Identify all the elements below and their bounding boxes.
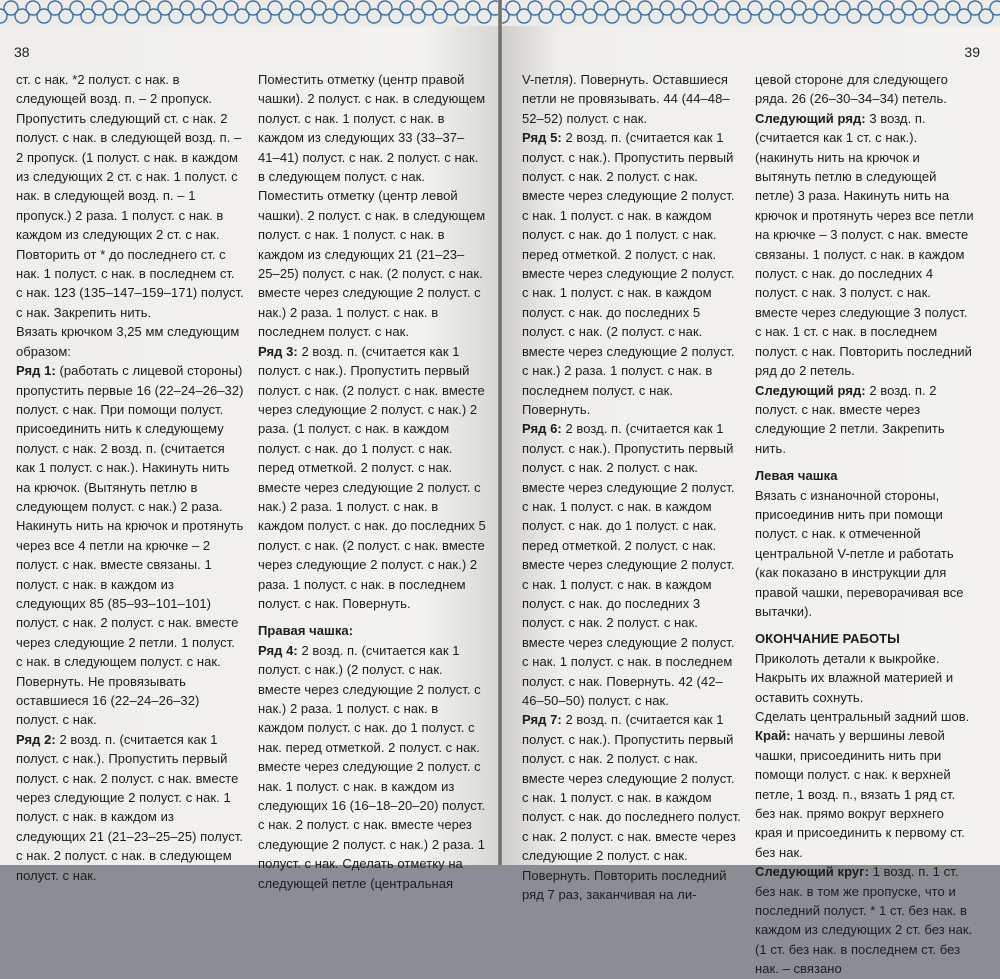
paragraph	[258, 342, 486, 614]
paragraph-text: Приколоть детали к выкройке. Накрыть их влажной материей и оставить сохнуть.	[755, 650, 954, 705]
paragraph-text: Вязать крючком 3,25 мм следующим образом:	[16, 324, 240, 359]
paragraph	[755, 649, 974, 707]
text-column	[522, 70, 741, 903]
page-number: 39	[964, 44, 980, 60]
paragraph	[16, 70, 244, 322]
row-label: Ряд 7:	[522, 712, 562, 728]
paragraph-text: 2 возд. п. (считается как 1 полуст. с нак.). Пропустить первый полуст. с нак. 2 полуст. с нак. вместе через следующие 2 полуст. с нак. 1 полуст. с нак. в каждом полуст. с нак. до последнего полуст. с нак. 2 полуст. с нак. вместе через следующие 2 полуст. с нак. Повернуть. Повторить последний ряд 7 раз, заканчивая на ли-	[522, 712, 741, 903]
section-heading: ОКОНЧАНИЕ РАБОТЫ	[755, 631, 900, 647]
left-page	[0, 0, 498, 891]
paragraph	[258, 70, 486, 342]
paragraph	[522, 419, 741, 710]
paragraph	[16, 730, 244, 885]
paragraph-text: 3 возд. п. (считается как 1 ст. с нак.). (накинуть нить на крючок и вытянуть петлю в следующей петле) 3 раза. Накинуть нить на крючок и протянуть через все петли на крючке – 3 полуст. с нак. вместе связаны. 1 полуст. с нак. в каждом полуст. с нак. до последних 4 полуст. с нак. 3 полуст. с нак. вместе через следующие 3 полуст. с нак. 1 ст. с нак. в последнем полуст. с нак. Повторить последний ряд до 2 петель.	[755, 110, 974, 379]
page-number: 38	[14, 44, 30, 60]
paragraph-text: 2 возд. п. (считается как 1 полуст. с нак.). Пропустить первый полуст. с нак. 2 полуст. с нак. вместе через следующие 2 полуст. с нак. 1 полуст. с нак. в каждом из следующих 21 (21–23–25–25) полуст. с нак. 2 полуст. с нак. в следующем полуст. с нак.	[16, 731, 244, 883]
row-label: Ряд 1:	[16, 363, 56, 379]
paragraph	[522, 710, 741, 904]
paragraph	[755, 862, 974, 978]
paragraph	[258, 641, 486, 893]
paragraph	[755, 707, 974, 726]
paragraph-text: 2 возд. п. (считается как 1 полуст. с нак.). Пропустить первый полуст. с нак. 2 полуст. с нак. вместе через следующие 2 полуст. с нак. 1 полуст. с нак. в каждом полуст. с нак. до 1 полуст. с нак. перед отметкой. 2 полуст. с нак. вместе через следующие 2 полуст. с нак. 1 полуст. с нак. в каждом полуст. с нак. до последних 3 полуст. с нак. 2 полуст. с нак. вместе через следующие 2 полуст. с нак. 1 полуст. с нак. в последнем полуст. с нак. Повернуть. 42 (42–46–50–50) полуст. с нак.	[522, 421, 735, 708]
paragraph	[16, 322, 244, 361]
paragraph	[522, 128, 741, 419]
text-column	[16, 70, 244, 883]
paragraph-text: V-петля). Повернуть. Оставшиеся петли не провязывать. 44 (44–48–52–52) полуст. с нак.	[522, 72, 730, 126]
paragraph-text: 2 возд. п. (считается как 1 полуст. с нак.). Пропустить первый полуст. с нак. 2 полуст. с нак. вместе через следующие 2 полуст. с нак. 1 полуст. с нак. в каждом полуст. с нак. до 1 полуст. с нак. перед отметкой. 2 полуст. с нак. вместе через следующие 2 полуст. с нак. 1 полуст. с нак. в каждом полуст. с нак. до последних 5 полуст. с нак. (2 полуст. с нак. вместе через следующие 2 полуст. с нак.) 2 раза. 1 полуст. с нак. в последнем полуст. с нак. Повернуть.	[522, 130, 735, 417]
paragraph-text: начать у вершины левой чашки, присоединить нить при помощи полуст. с нак. к верхней петле, 1 возд. п., вязать 1 ряд ст. без нак. прямо вокруг верхнего края и присоединить к первому ст. без нак.	[755, 728, 965, 860]
paragraph	[755, 726, 974, 862]
text-column	[258, 70, 486, 891]
row-label: Край:	[755, 728, 791, 744]
paragraph	[522, 70, 741, 128]
paragraph-text: ст. с нак. *2 полуст. с нак. в следующей возд. п. – 2 пропуск. Пропустить следующий ст. с нак. 2 полуст. с нак. в следующей возд. п. – 2 пропуск. (1 полуст. с нак. в каждом из следующих 2 ст. с нак. 1 полуст. с нак. в следующей возд. п. – 1 пропуск.) 2 раза. 1 полуст. с нак. в каждом из следующих 2 ст. с нак. Повторить от * до последнего ст. с нак. 1 полуст. с нак. в последнем ст. с нак. 123 (135–147–159–171) полуст. с нак. Закрепить нить.	[16, 72, 244, 320]
paragraph-text: Сделать центральный задний шов.	[755, 709, 970, 724]
section-heading: Правая чашка:	[258, 623, 354, 639]
paragraph-text: 1 возд. п. 1 ст. без нак. в том же пропуске, что и последний полуст. * 1 ст. без нак. в каждом из следующих 2 ст. без нак. (1 ст. без нак. в последнем ст. без нак. – связано	[755, 864, 973, 977]
paragraph	[755, 109, 974, 381]
row-label: Ряд 5:	[522, 130, 562, 146]
decorative-border	[0, 0, 498, 26]
row-label: Следующий ряд:	[755, 110, 866, 126]
paragraph-text: Вязать с изнаночной стороны, присоединив нить при помощи полуст. с нак. к отмеченной центральной V-петле и работать (как показано в инструкции для правой чашки, переворачивая все вытачки).	[755, 487, 964, 619]
text-column	[755, 70, 974, 977]
row-label: Следующий ряд:	[755, 382, 866, 398]
paragraph-text: 2 возд. п. (считается как 1 полуст. с нак.) (2 полуст. с нак. вместе через следующие 2 полуст. с нак.) 2 раза. 1 полуст. с нак. в каждом полуст. с нак. до 1 полуст. с нак. перед отметкой. 2 полуст. с нак. вместе через следующие 2 полуст. с нак. 1 полуст. с нак. в каждом из следующих 16 (16–18–20–20) полуст. с нак. 2 полуст. с нак. вместе через следующие 2 полуст. с нак.) 2 раза. 1 полуст. с нак. Сделать отметку на следующей петле (центральная	[258, 642, 486, 891]
row-label: Ряд 6:	[522, 421, 562, 437]
row-label: Ряд 4:	[258, 642, 298, 658]
paragraph-text: Поместить отметку (центр правой чашки). 2 полуст. с нак. в следующем полуст. с нак. 1 полуст. с нак. в каждом из следующих 33 (33–37–41–41) полуст. с нак. 2 полуст. с нак. в следующем полуст. с нак. Поместить отметку (центр левой чашки). 2 полуст. с нак. в следующем полуст. с нак. 1 полуст. с нак. в каждом из следующих 21 (21–23–25–25) полуст. с нак. (2 полуст. с нак. вместе через следующие 2 полуст. с нак.) 2 раза. 1 полуст. с нак. в последнем полуст. с нак.	[258, 72, 486, 340]
paragraph	[755, 70, 974, 109]
paragraph-text: (работать с лицевой стороны) пропустить первые 16 (22–24–26–32) полуст. с нак. При помощи полуст. присоединить нить к следующему полуст. с нак. 2 возд. п. (считается как 1 полуст. с нак.). Накинуть нить на крючок. (Вытянуть петлю в следующем полуст. с нак.) 2 раза. Накинуть нить на крючок и протянуть через все 4 петли на крючке – 2 полуст. с нак. вместе связаны. 1 полуст. с нак. в каждом из следующих 85 (85–93–101–101) полуст. с нак. 2 полуст. с нак. вместе через следующие 2 петли. 1 полуст. с нак. в следующем полуст. с нак. Повернуть. Не провязывать оставшиеся 16 (22–24–26–32) полуст. с нак.	[16, 363, 244, 728]
paragraph-text: 2 возд. п. (считается как 1 полуст. с нак.). Пропустить первый полуст. с нак. (2 полуст. с нак. вместе через следующие 2 полуст. с нак.) 2 раза. (1 полуст. с нак. в каждом полуст. с нак. до 1 полуст. с нак. перед отметкой. 2 полуст. с нак. вместе через следующие 2 полуст. с нак.) 2 раза. 1 полуст. с нак. в каждом полуст. с нак. до последних 5 полуст. с нак. (2 полуст. с нак. вместе через следующие 2 полуст. с нак.) 2 раза. 1 полуст. с нак. в последнем полуст. с нак. Повернуть.	[258, 343, 486, 611]
paragraph-text: цевой стороне для следующего ряда. 26 (26–30–34–34) петель.	[755, 72, 948, 107]
row-label: Ряд 2:	[16, 731, 56, 747]
paragraph	[16, 361, 244, 730]
paragraph-text: 2 возд. п. 2 полуст. с нак. вместе через следующие 2 петли. Закрепить нить.	[755, 382, 945, 456]
row-label: Следующий круг:	[755, 864, 870, 880]
paragraph	[755, 381, 974, 459]
row-label: Ряд 3:	[258, 343, 298, 359]
paragraph	[755, 486, 974, 622]
section-heading: Левая чашка	[755, 468, 838, 484]
right-page	[502, 0, 1000, 977]
decorative-border	[502, 0, 1000, 26]
